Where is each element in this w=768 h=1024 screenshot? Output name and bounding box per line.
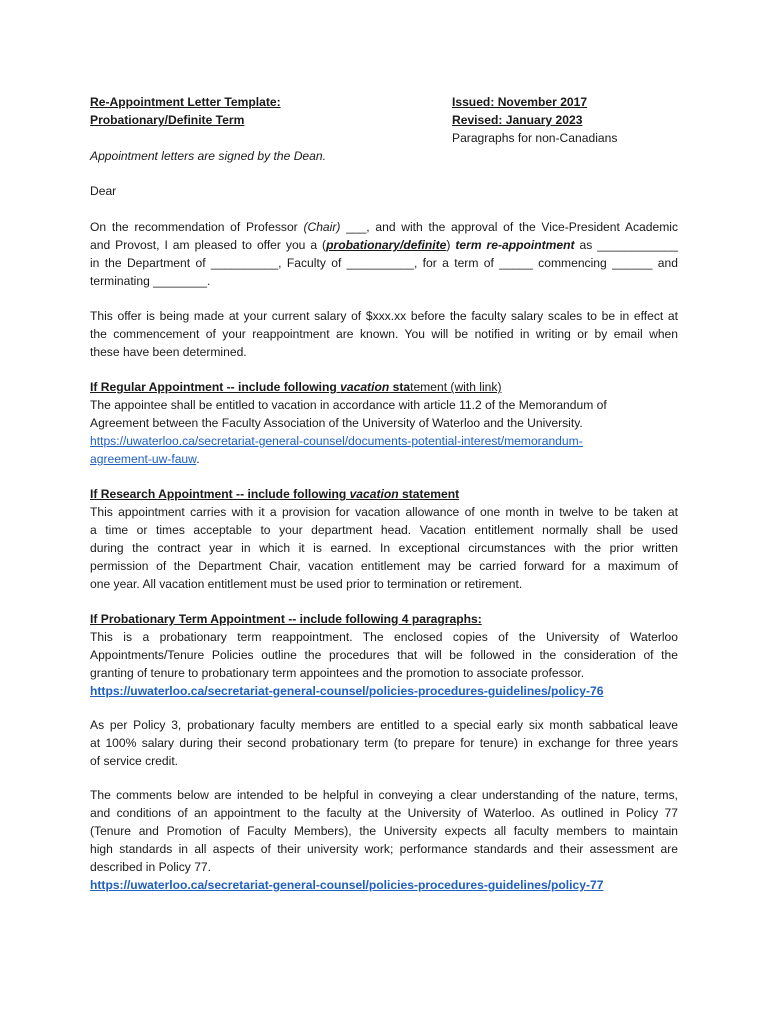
- probationary-heading: If Probationary Term Appointment -- include following 4 paragraphs:: [90, 612, 482, 626]
- p2-line1: This offer is being made at your current salary of $xxx.xx before the faculty salary scales to be in effect at: [90, 309, 678, 323]
- regular-line1: The appointee shall be entitled to vacation in accordance with article 11.2 of the Memorandum of: [90, 398, 607, 412]
- comments-line4: high standards in all aspects of their university work; performance standards and their assessment are: [90, 842, 678, 856]
- comments-line1: The comments below are intended to be helpful in conveying a clear understanding of the nature, terms,: [90, 788, 678, 802]
- template-subtitle: Probationary/Definite Term: [90, 113, 245, 127]
- template-title: Re-Appointment Letter Template:: [90, 95, 281, 109]
- p2-line2: the commencement of your reappointment are known. You will be notified in writing or by email when: [90, 327, 678, 341]
- research-line2: a time or times acceptable to your department head. Vacation entitlement normally shall be used: [90, 523, 678, 537]
- memorandum-link[interactable]: https://uwaterloo.ca/secretariat-general-counsel/documents-potential-interest/memorandum-: [90, 434, 583, 448]
- policy-76-link[interactable]: https://uwaterloo.ca/secretariat-general-counsel/policies-procedures-guidelines/policy-76: [90, 684, 604, 698]
- comments-line5: described in Policy 77.: [90, 860, 212, 874]
- research-line3: during the contract year in which it is earned. In exceptional circumstances with the prior written: [90, 541, 678, 555]
- research-heading: If Research Appointment -- include following vacation statement: [90, 487, 460, 501]
- p2-line3: these have been determined.: [90, 345, 247, 359]
- policy3-line1: As per Policy 3, probationary faculty members are entitled to a special early six month sabbatical leave: [90, 718, 678, 732]
- policy-77-link[interactable]: https://uwaterloo.ca/secretariat-general-counsel/policies-procedures-guidelines/policy-77: [90, 878, 604, 892]
- policy3-line3: of service credit.: [90, 754, 179, 768]
- comments-line3: (Tenure and Promotion of Faculty Members), the University expects all faculty members to maintain: [90, 824, 678, 838]
- memorandum-link-cont[interactable]: agreement-uw-fauw.: [90, 452, 200, 466]
- probationary-line1: This is a probationary term reappointment. The enclosed copies of the University of Waterloo: [90, 630, 678, 644]
- comments-line2: and conditions of an appointment to the faculty at the University of Waterloo. As outlined in Policy 77: [90, 806, 678, 820]
- salutation: Dear: [90, 184, 117, 198]
- research-line1: This appointment carries with it a provision for vacation allowance of one month in twelve to be taken at: [90, 505, 678, 519]
- revised-date: Revised: January 2023: [452, 113, 583, 127]
- policy3-line2: at 100% salary during their second probationary term (to prepare for tenure) in exchange for three years: [90, 736, 678, 750]
- research-line5: one year. All vacation entitlement must be used prior to termination or retirement.: [90, 577, 523, 591]
- p1-line4: terminating ________.: [90, 274, 211, 288]
- issued-date: Issued: November 2017: [452, 95, 588, 109]
- p1-line3: in the Department of __________, Faculty of __________, for a term of _____ commencing ______ and: [90, 256, 678, 270]
- regular-heading: If Regular Appointment -- include following vacation statement (with link): [90, 380, 502, 394]
- probationary-line3: granting of tenure to probationary term appointees and the promotion to associate professor.: [90, 666, 585, 680]
- research-line4: permission of the Department Chair, vacation entitlement may be carried forward for a maximum of: [90, 559, 678, 573]
- signed-note: Appointment letters are signed by the Dean.: [90, 149, 326, 163]
- p1-line2: and Provost, I am pleased to offer you a (probationary/definite) term re-appointment as ____________: [90, 238, 678, 252]
- probationary-line2: Appointments/Tenure Policies outline the procedures that will be followed in the consideration of the: [90, 648, 678, 662]
- regular-line2: Agreement between the Faculty Association of the University of Waterloo and the University.: [90, 416, 583, 430]
- non-canadian-note: Paragraphs for non-Canadians: [452, 131, 618, 145]
- p1-line1: On the recommendation of Professor (Chair) ___, and with the approval of the Vice-President Academic: [90, 220, 679, 234]
